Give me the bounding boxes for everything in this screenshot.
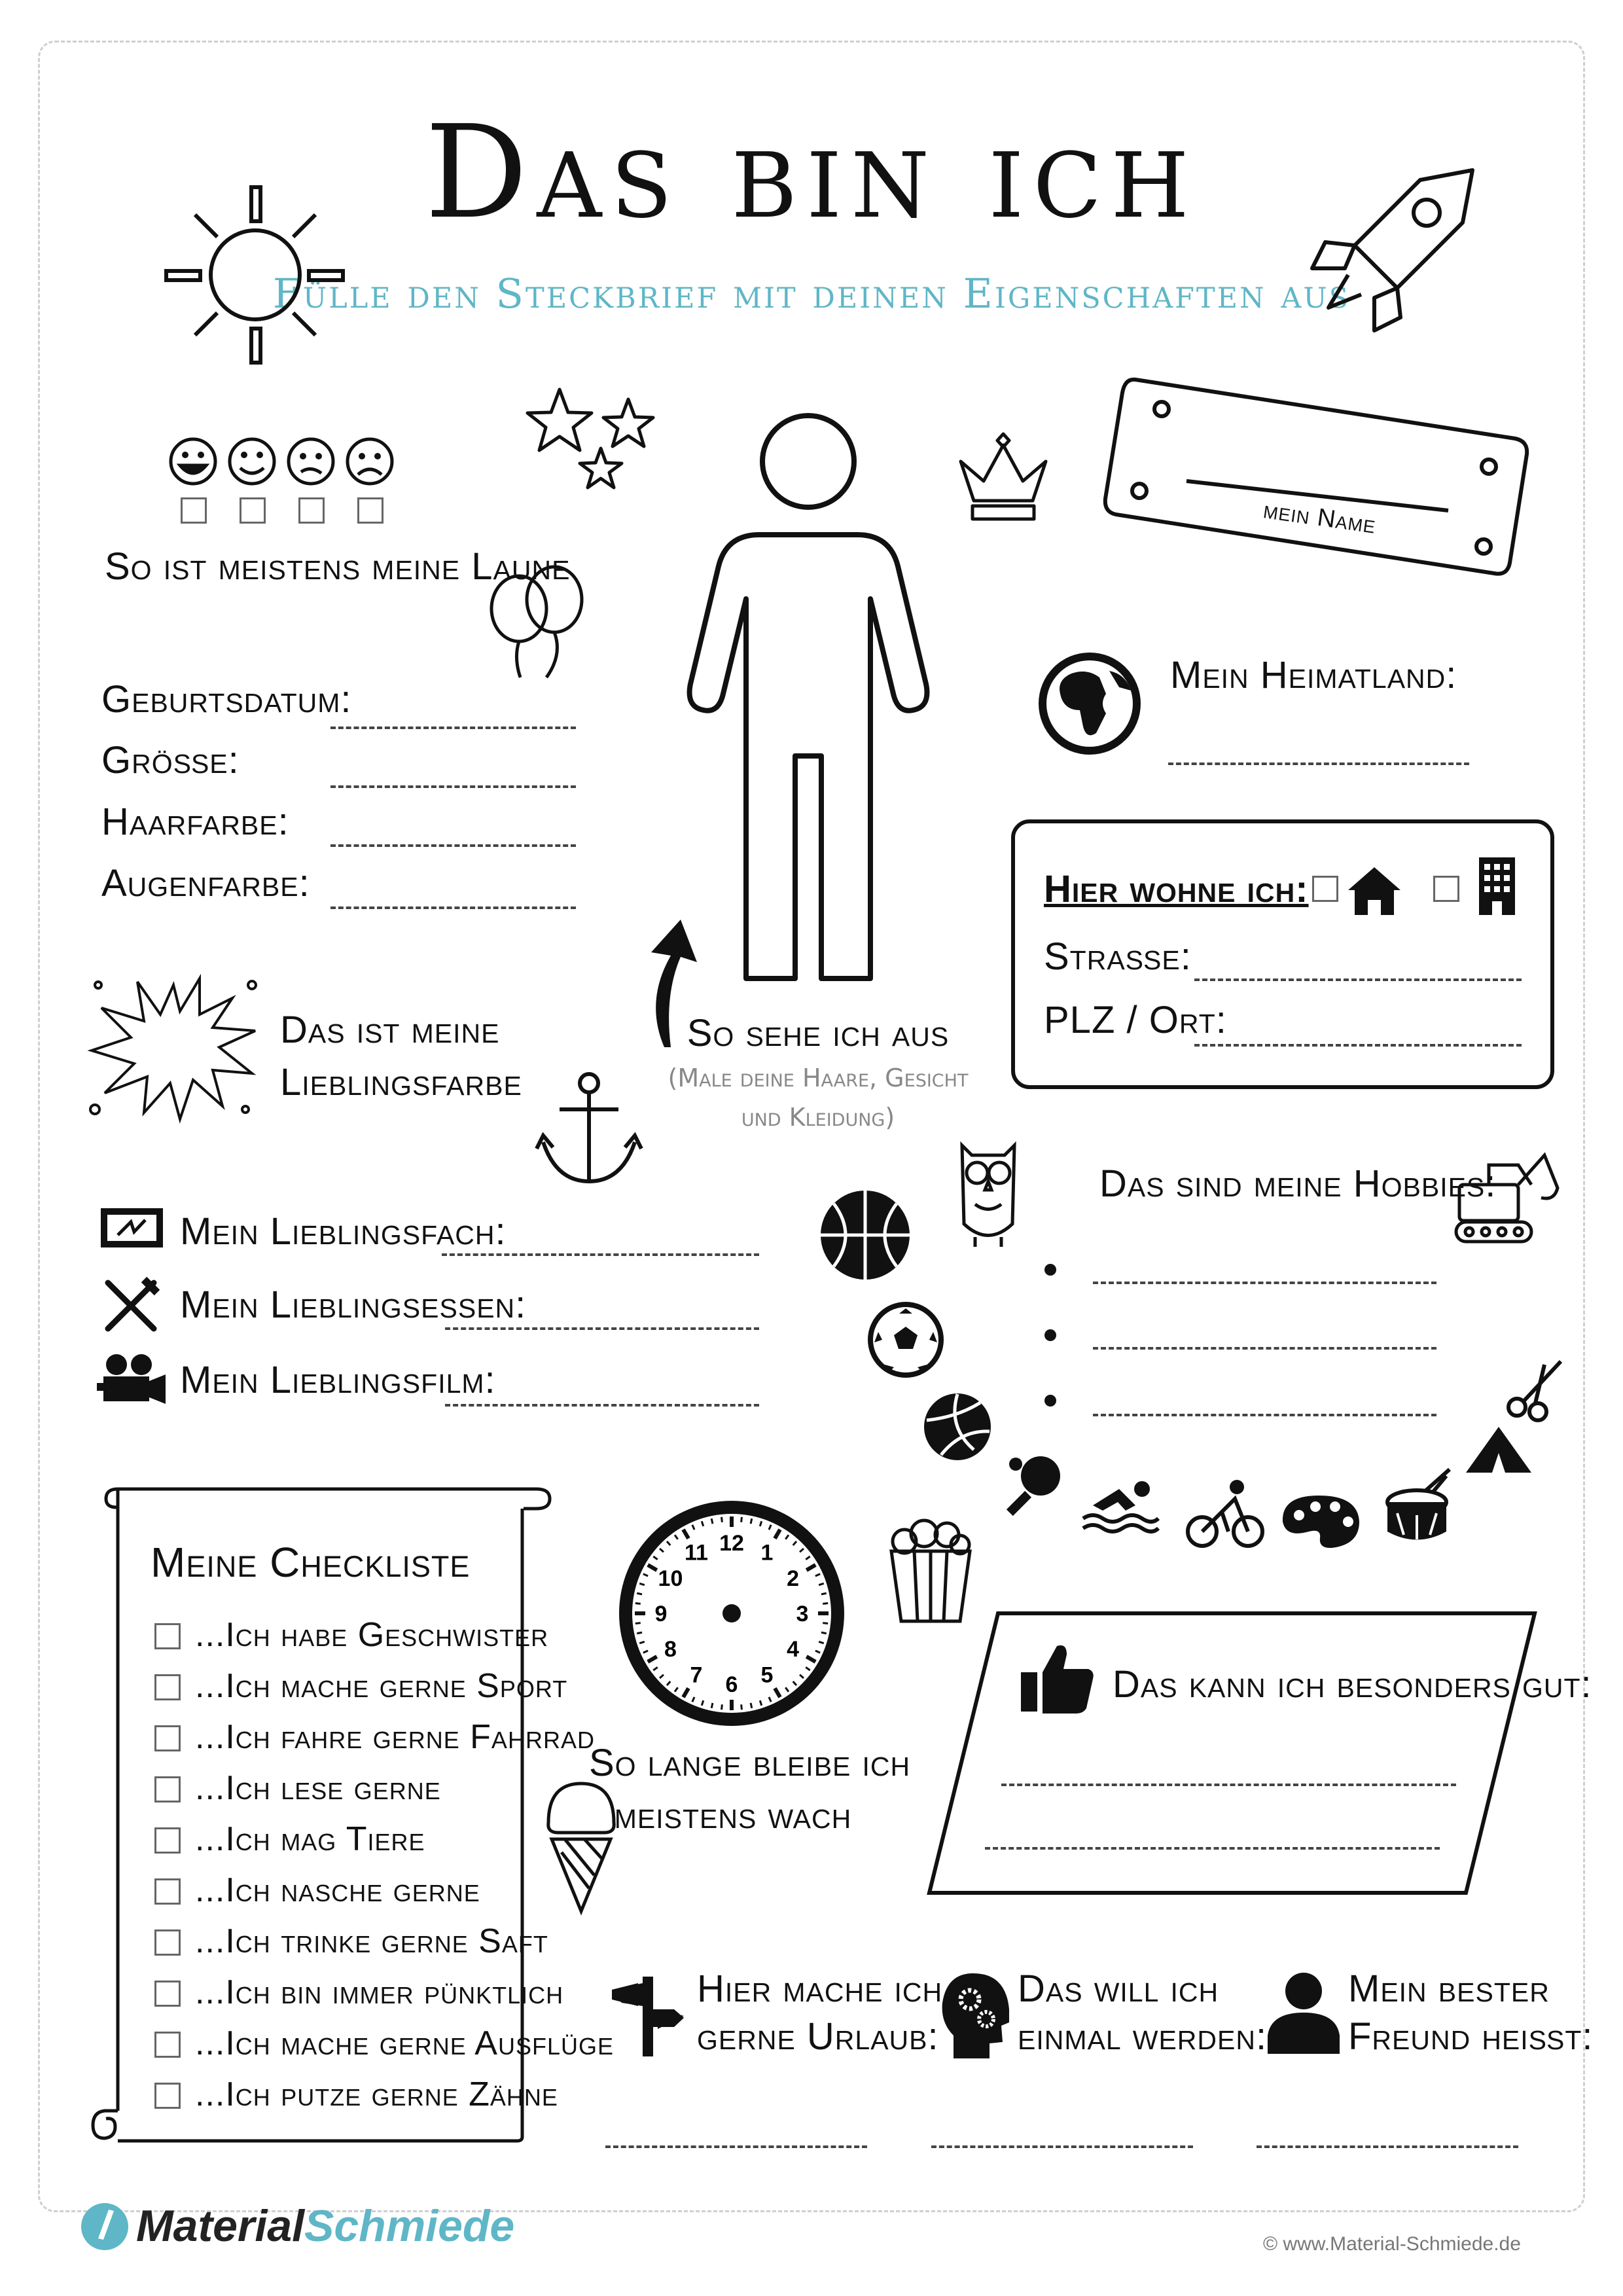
signpost-icon [609,1973,687,2058]
clock-tick [821,1593,827,1594]
balloons-icon [481,563,592,681]
football-icon [865,1299,947,1381]
favorite-food-line[interactable] [445,1327,759,1330]
person-outline-figure [661,409,955,985]
checklist-item [151,1717,595,1768]
favorite-color-line2: Lieblingsfarbe [280,1061,522,1103]
checklist-item-label: ...Ich nasche gerne [195,1871,480,1909]
eye-color-line[interactable] [330,906,576,909]
clock-tick [751,1703,752,1708]
page-subtitle: Fülle den Steckbrief mit deinen Eigenschaften aus [272,270,1351,317]
homeland-label: Mein Heimatland: [1170,654,1457,696]
brand-name-part2: Schmiede [304,2201,515,2251]
checklist-item-label: ...Ich mache gerne Ausflüge [195,2024,615,2062]
checklist-checkbox[interactable] [154,1878,181,1905]
clock-icon [614,1496,849,1731]
checklist-item [151,2075,558,2126]
basketball-icon [818,1188,913,1283]
cycling-icon [1186,1479,1264,1551]
clock-number: 4 [787,1637,799,1662]
eye-color-label: Augenfarbe: [101,862,310,905]
table-tennis-icon [1001,1450,1067,1515]
swimming-icon [1080,1479,1162,1532]
rocket-icon [1309,164,1486,340]
mood-checkbox-3[interactable] [298,497,325,524]
head-gears-icon [937,1970,1012,2062]
city-line[interactable] [1194,1044,1522,1047]
volleyball-icon [921,1391,993,1463]
figure-label: So sehe ich aus [687,1012,950,1054]
anchor-icon [537,1070,641,1188]
hobby-line-1[interactable] [1093,1282,1436,1284]
clock-tick [637,1632,642,1634]
checklist-checkbox[interactable] [154,1623,181,1649]
checklist-item-label: ...Ich mache gerne Sport [195,1667,568,1705]
street-label: Straße: [1044,935,1192,978]
tent-icon [1463,1424,1535,1476]
checklist-item [151,1973,564,2024]
house-icon [1345,864,1404,916]
figure-hint-line2: und Kleidung) [741,1103,895,1132]
birthdate-label: Geburtsdatum: [101,678,352,721]
checklist-item-label: ...Ich lese gerne [195,1769,441,1807]
brand-name [136,2200,514,2251]
checklist-item-label: ...Ich putze gerne Zähne [195,2075,558,2113]
good-at-line-2[interactable] [985,1847,1440,1850]
homeland-line[interactable] [1168,762,1469,765]
clock-label-line2: meistens wach [614,1794,852,1837]
clock-tick [821,1632,827,1634]
clock-number: 1 [760,1540,774,1566]
favorite-color-line1: Das ist meine [280,1009,500,1051]
checklist-item [151,1922,548,1973]
clock-tick [711,1518,713,1524]
chalkboard-icon [98,1206,167,1251]
clock-number: 7 [690,1662,703,1688]
name-tag-label: mein Name [1261,496,1378,539]
favorite-food-label: Mein Lieblingsessen: [180,1283,527,1326]
birthdate-line[interactable] [330,726,576,729]
checklist-item [151,2024,615,2075]
checklist-checkbox[interactable] [154,1674,181,1700]
checklist-item [151,1871,517,1922]
figure-hint-line1: (Male deine Haare, Gesicht [668,1064,969,1092]
crown-icon [948,429,1059,527]
cutlery-icon [101,1276,160,1335]
good-at-line-1[interactable] [1001,1784,1456,1786]
checklist-checkbox[interactable] [154,2083,181,2109]
hobbies-label: Das sind meine Hobbies: [1099,1162,1497,1205]
vacation-line[interactable] [605,2145,867,2148]
friend-line2: Freund heißt: [1348,2015,1594,2058]
apartment-building-icon [1476,854,1518,916]
favorite-film-line[interactable] [445,1404,759,1407]
house-checkbox[interactable] [1312,876,1338,902]
globe-icon [1034,648,1145,759]
checklist-item-label: ...Ich bin immer pünktlich [195,1973,564,2011]
clock-tick [741,1704,742,1710]
clock-tick [637,1593,642,1594]
name-tag [1103,373,1535,583]
popcorn-icon [885,1515,976,1623]
clock-number: 8 [664,1637,677,1662]
checklist-checkbox[interactable] [154,1827,181,1854]
checklist-item [151,1768,517,1820]
mood-label: So ist meistens meine Laune [105,545,571,588]
sun-icon [164,183,347,367]
future-line[interactable] [931,2145,1193,2148]
brand-name-part1: Material [136,2201,304,2251]
clock-number: 12 [719,1531,744,1556]
favorite-film-label: Mein Lieblingsfilm: [180,1359,496,1401]
drum-icon [1384,1466,1456,1545]
height-label: Größe: [101,739,240,781]
mood-checkbox-2[interactable] [240,497,266,524]
mood-checkbox-1[interactable] [181,497,207,524]
checklist-item-label: ...Ich fahre gerne Fahrrad [195,1718,595,1756]
checklist-checkbox[interactable] [154,1929,181,1956]
hair-color-line[interactable] [330,844,576,847]
clock-number: 9 [654,1602,668,1626]
vacation-line1: Hier mache ich [697,1967,943,2010]
film-camera-icon [97,1352,169,1407]
person-icon [1264,1970,1343,2055]
hair-color-label: Haarfarbe: [101,800,289,843]
address-heading: Hier wohne ich: [1044,868,1309,910]
street-line[interactable] [1194,978,1522,981]
good-at-label: Das kann ich besonders gut: [1113,1663,1592,1706]
paint-palette-icon [1279,1492,1361,1551]
future-line2: einmal werden: [1018,2015,1268,2058]
clock-number: 11 [685,1540,708,1566]
excavator-icon [1453,1149,1564,1247]
clock-tick [711,1703,713,1708]
scissors-icon [1505,1358,1564,1424]
checklist-checkbox[interactable] [154,1725,181,1751]
hobby-line-3[interactable] [1093,1414,1436,1416]
friend-line1: Mein bester [1348,1967,1550,2010]
owl-icon [952,1139,1024,1250]
hobby-line-2[interactable] [1093,1347,1436,1350]
friend-line[interactable] [1257,2145,1518,2148]
favorite-subject-label: Mein Lieblingsfach: [180,1210,507,1253]
clock-number: 2 [787,1566,799,1591]
ice-cream-icon [542,1777,620,1914]
clock-number: 5 [760,1662,774,1688]
checklist-item [151,1820,517,1871]
clock-tick [823,1623,828,1624]
material-schmiede-logo-icon [79,2200,131,2253]
hobby-bullets [1041,1262,1060,1412]
checklist-checkbox[interactable] [154,1776,181,1803]
height-line[interactable] [330,785,576,788]
checklist-items [151,1615,615,2126]
mood-checkbox-4[interactable] [357,497,383,524]
checklist-item-label: ...Ich habe Geschwister [195,1616,549,1654]
checklist-checkbox[interactable] [154,1981,181,2007]
city-label: PLZ / Ort: [1044,999,1227,1041]
checklist-title: Meine Checkliste [151,1539,471,1586]
checklist-item [151,1615,549,1666]
paint-splash-icon [75,959,272,1129]
page-title: Das bin ich [425,98,1198,247]
thumbs-up-icon [1018,1643,1096,1715]
checklist-item [151,1666,568,1717]
copyright-text: © www.Material-Schmiede.de [1263,2233,1521,2255]
clock-label-line1: So lange bleibe ich [589,1742,911,1784]
checklist-item-label: ...Ich mag Tiere [195,1820,425,1858]
apartment-checkbox[interactable] [1433,876,1459,902]
clock-number: 10 [658,1566,683,1591]
clock-number: 6 [725,1672,738,1697]
future-line1: Das will ich [1018,1967,1219,2010]
favorite-subject-line[interactable] [442,1253,759,1256]
stars-icon [524,383,661,507]
checklist-checkbox[interactable] [154,2032,181,2058]
clock-tick [741,1517,742,1522]
clock-tick [751,1518,752,1524]
clock-tick [635,1623,641,1624]
clock-number: 3 [796,1602,809,1626]
vacation-line2: gerne Urlaub: [697,2015,939,2058]
checklist-item-label: ...Ich trinke gerne Saft [195,1922,548,1960]
